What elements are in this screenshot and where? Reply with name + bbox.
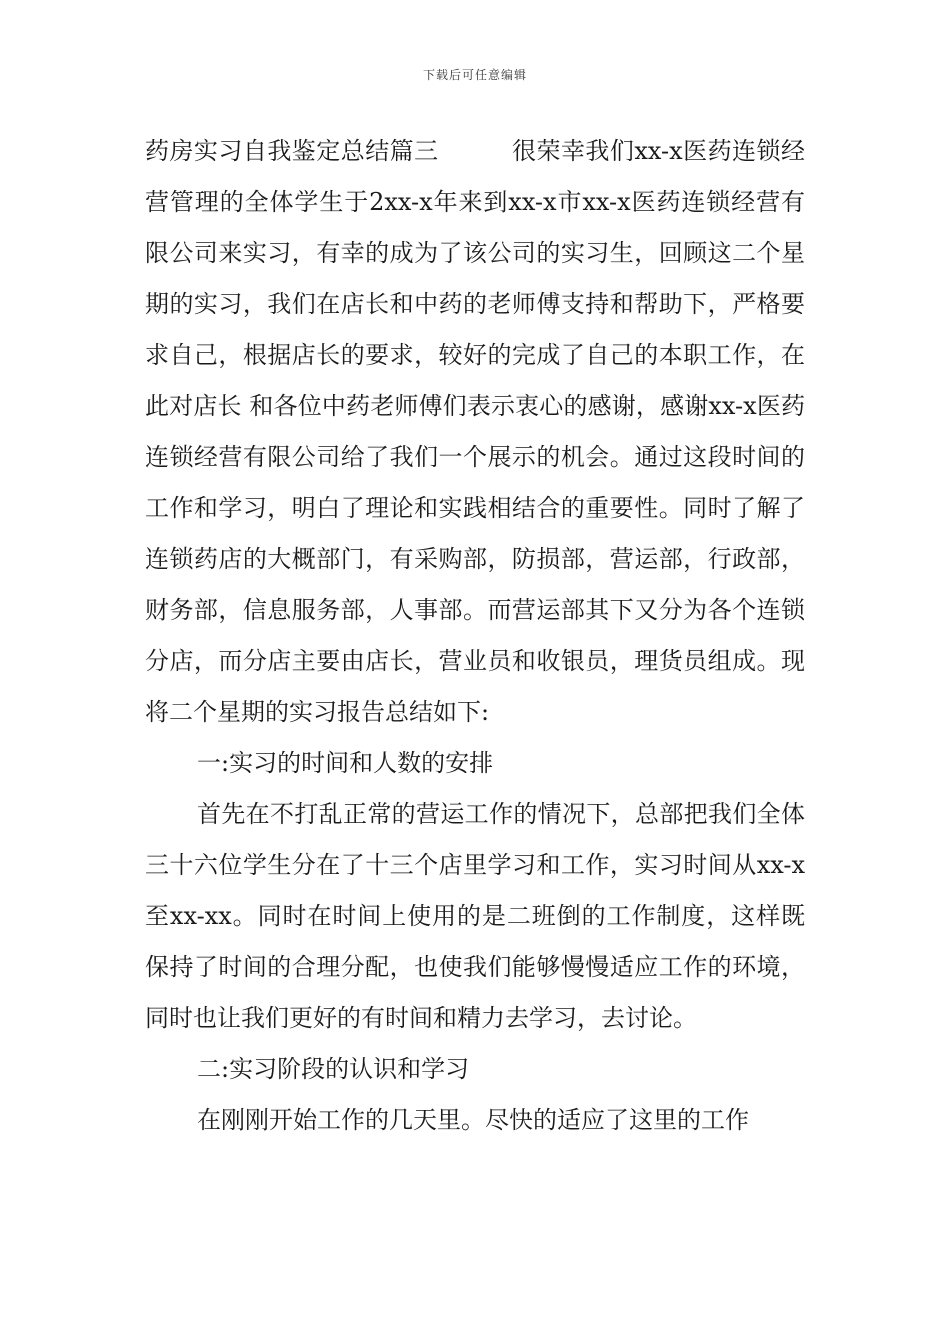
intro-paragraph: 药房实习自我鉴定总结篇三 很荣幸我们xx-x医药连锁经营管理的全体学生于2xx-x年来到xx-x市xx-x医药连锁经营有限公司来实习，有幸的成为了该公司的实习生，回顾这二个星期的实习，我们在店长和中药的老师傅支持和帮助下，严格要求自己，根据店长的要求，较好的完成了自己的本职工作，在此对店长 和各位中药老师傅们表示衷心的感谢，感谢xx-x医药连锁经营有限公司给了我们一个展示的机会。通过这段时间的工作和学习，明白了理论和实践相结合的重要性。同时了解了连锁药店的大概部门，有采购部，防损部，营运部，行政部，财务部，信息服务部，人事部。而营运部其下又分为各个连锁分店，而分店主要由店长，营业员和收银员，理货员组成。现将二个星期的实习报告总结如下: (145, 137, 805, 726)
section-2-paragraph: 在刚刚开始工作的几天里。尽快的适应了这里的工作 (197, 1106, 749, 1134)
section-heading-2: 二:实习阶段的认识和学习 (197, 1055, 470, 1083)
section-1-paragraph: 首先在不打乱正常的营运工作的情况下，总部把我们全体三十六位学生分在了十三个店里学习和工作，实习时间从xx-x至xx-xx。同时在时间上使用的是二班倒的工作制度，这样既保持了时间的合理分配，也使我们能够慢慢适应工作的环境，同时也让我们更好的有时间和精力去学习，去讨论。 (145, 800, 805, 1032)
section-heading-1: 一:实习的时间和人数的安排 (197, 749, 494, 777)
page-header-note: 下载后可任意编辑 (422, 68, 527, 82)
document-body (145, 126, 805, 1146)
